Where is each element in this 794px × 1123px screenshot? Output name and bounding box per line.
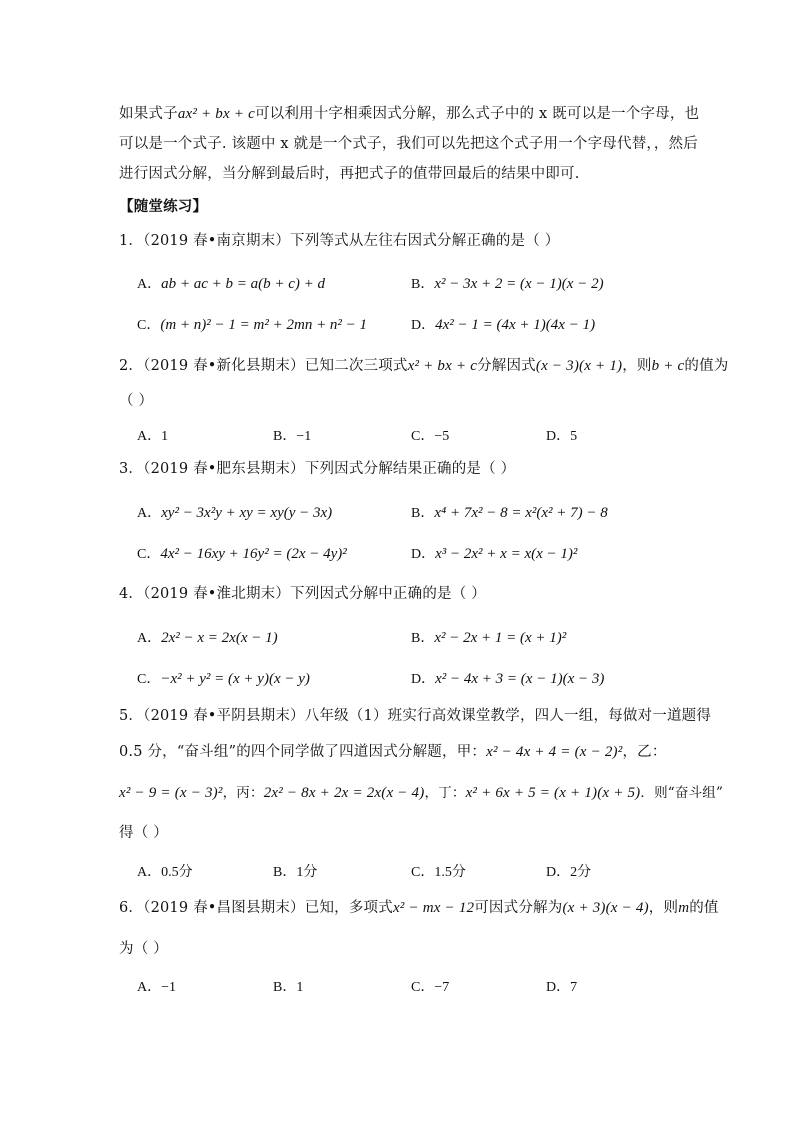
- option-label: D．: [546, 429, 571, 444]
- option-label: A．: [137, 631, 162, 646]
- question-6-line-1: [119, 898, 719, 918]
- option-label: A．: [137, 429, 162, 444]
- stem-text: 2．（2019 春•新化县期末）已知二次三项式: [119, 358, 408, 374]
- math-expression: (x + 3)(x − 4): [562, 900, 649, 916]
- q5-option-c: [411, 861, 466, 881]
- question-5-line-3: [119, 783, 723, 803]
- stem-text: 0.5 分，“奋斗组”的四个同学做了四道因式分解题，甲：: [119, 744, 487, 760]
- stem-text: 可因式分解为: [474, 900, 563, 916]
- q4-option-a: [137, 627, 278, 647]
- q2-option-a: [137, 425, 168, 445]
- q5-option-d: [546, 861, 591, 881]
- intro-line-3: 进行因式分解，当分解到最后时，再把式子的值带回最后的结果中即可.: [119, 166, 580, 182]
- question-6-line-2: 为（ ）: [119, 941, 168, 957]
- stem-text: ，则: [622, 358, 652, 374]
- stem-text: ．则“奋斗组”: [640, 785, 724, 801]
- option-text: ab + ac + b = a(b + c) + d: [161, 276, 326, 292]
- option-label: B．: [411, 631, 435, 646]
- q5-option-b: [273, 861, 317, 881]
- option-label: B．: [273, 429, 297, 444]
- q6-option-a: [137, 976, 176, 996]
- question-2-stem-line2: （ ）: [119, 393, 154, 409]
- stem-text: ，丙：: [222, 785, 264, 801]
- question-2-stem: [119, 356, 729, 376]
- option-text: xy² − 3x²y + xy = xy(y − 3x): [161, 505, 333, 521]
- option-label: B．: [273, 980, 297, 995]
- math-expression: ax² + bx + c: [177, 106, 255, 122]
- q4-option-b: [411, 627, 566, 647]
- q2-option-b: [273, 425, 311, 445]
- q1-option-d: [411, 314, 595, 334]
- intro-line-1: [119, 104, 699, 124]
- option-text: 1分: [296, 865, 318, 880]
- option-label: B．: [411, 277, 435, 292]
- q3-option-c: [137, 543, 347, 563]
- intro-text: 如果式子: [119, 106, 178, 122]
- q1-option-c: [137, 314, 367, 334]
- math-expression: x² + bx + c: [407, 358, 478, 374]
- option-text: −1: [161, 980, 177, 995]
- option-text: 1: [161, 429, 169, 444]
- math-expression: x² − 4x + 4 = (x − 2)²: [486, 744, 623, 760]
- option-text: x² − 4x + 3 = (x − 1)(x − 3): [435, 671, 605, 687]
- option-label: D．: [546, 865, 571, 880]
- question-4-stem: 4．（2019 春•淮北期末）下列因式分解中正确的是（ ）: [119, 586, 486, 602]
- option-label: A．: [137, 980, 162, 995]
- q6-option-d: [546, 976, 577, 996]
- q2-option-c: [411, 425, 449, 445]
- q6-option-b: [273, 976, 303, 996]
- q4-option-c: [137, 668, 310, 688]
- option-label: B．: [411, 506, 435, 521]
- question-5-line-2: [119, 742, 667, 762]
- stem-text: ，乙：: [622, 744, 667, 760]
- option-text: −x² + y² = (x + y)(x − y): [160, 671, 310, 687]
- option-text: 4x² − 1 = (4x + 1)(4x − 1): [435, 317, 596, 333]
- option-text: 2分: [570, 865, 592, 880]
- q5-option-a: [137, 861, 193, 881]
- option-label: C．: [137, 547, 161, 562]
- stem-text: 的值为: [684, 358, 729, 374]
- option-label: C．: [411, 865, 435, 880]
- math-expression: x² − mx − 12: [392, 900, 475, 916]
- q3-option-d: [411, 543, 577, 563]
- question-5-line-4: 得（ ）: [119, 825, 168, 841]
- q3-option-a: [137, 502, 332, 522]
- stem-text: ，则: [648, 900, 679, 916]
- option-label: B．: [273, 865, 297, 880]
- option-text: 7: [570, 980, 578, 995]
- option-label: D．: [411, 318, 436, 333]
- option-label: D．: [411, 672, 436, 687]
- q1-option-a: [137, 273, 325, 293]
- option-text: 4x² − 16xy + 16y² = (2x − 4y)²: [160, 546, 347, 562]
- stem-text: 分解因式: [477, 358, 536, 374]
- option-text: −5: [434, 429, 450, 444]
- intro-text: 可以利用十字相乘因式分解，那么式子中的 x 既可以是一个字母，也: [254, 106, 700, 122]
- q2-option-d: [546, 425, 577, 445]
- math-expression: x² + 6x + 5 = (x + 1)(x + 5): [465, 785, 641, 801]
- intro-line-2: 可以是一个式子. 该题中 x 就是一个式子，我们可以先把这个式子用一个字母代替，，然后: [119, 136, 698, 152]
- stem-text: ，丁：: [424, 785, 466, 801]
- question-5-line-1: 5．（2019 春•平阴县期末）八年级（1）班实行高效课堂教学，四人一组，每做对一道题得: [119, 708, 712, 724]
- option-label: A．: [137, 865, 162, 880]
- option-text: x⁴ + 7x² − 8 = x²(x² + 7) − 8: [434, 505, 608, 521]
- option-label: A．: [137, 506, 162, 521]
- option-label: D．: [546, 980, 571, 995]
- q3-option-b: [411, 502, 608, 522]
- option-text: −7: [434, 980, 450, 995]
- option-text: (m + n)² − 1 = m² + 2mn + n² − 1: [160, 317, 368, 333]
- option-text: x³ − 2x² + x = x(x − 1)²: [435, 546, 578, 562]
- section-title: 【随堂练习】: [119, 198, 208, 215]
- option-text: x² − 3x + 2 = (x − 1)(x − 2): [434, 276, 604, 292]
- stem-text: 6．（2019 春•昌图县期末）已知，多项式: [119, 900, 393, 916]
- option-text: −1: [296, 429, 312, 444]
- q1-option-b: [411, 273, 604, 293]
- option-label: C．: [137, 318, 161, 333]
- math-expression: b + c: [651, 358, 685, 374]
- math-expression: x² − 9 = (x − 3)²: [119, 785, 223, 801]
- math-expression: (x − 3)(x + 1): [535, 358, 623, 374]
- math-expression: m: [678, 900, 690, 916]
- option-label: A．: [137, 277, 162, 292]
- option-label: D．: [411, 547, 436, 562]
- question-3-stem: 3．（2019 春•肥东县期末）下列因式分解结果正确的是（ ）: [119, 461, 516, 477]
- option-text: 2x² − x = 2x(x − 1): [161, 630, 278, 646]
- question-1-stem: 1．（2019 春•南京期末）下列等式从左往右因式分解正确的是（ ）: [119, 233, 560, 249]
- option-text: 5: [570, 429, 578, 444]
- option-label: C．: [411, 980, 435, 995]
- option-label: C．: [411, 429, 435, 444]
- math-expression: 2x² − 8x + 2x = 2x(x − 4): [263, 785, 425, 801]
- q6-option-c: [411, 976, 449, 996]
- option-label: C．: [137, 672, 161, 687]
- option-text: x² − 2x + 1 = (x + 1)²: [434, 630, 567, 646]
- q4-option-d: [411, 668, 604, 688]
- option-text: 1.5分: [434, 865, 466, 880]
- option-text: 1: [296, 980, 304, 995]
- option-text: 0.5分: [161, 865, 193, 880]
- stem-text: 的值: [689, 900, 719, 916]
